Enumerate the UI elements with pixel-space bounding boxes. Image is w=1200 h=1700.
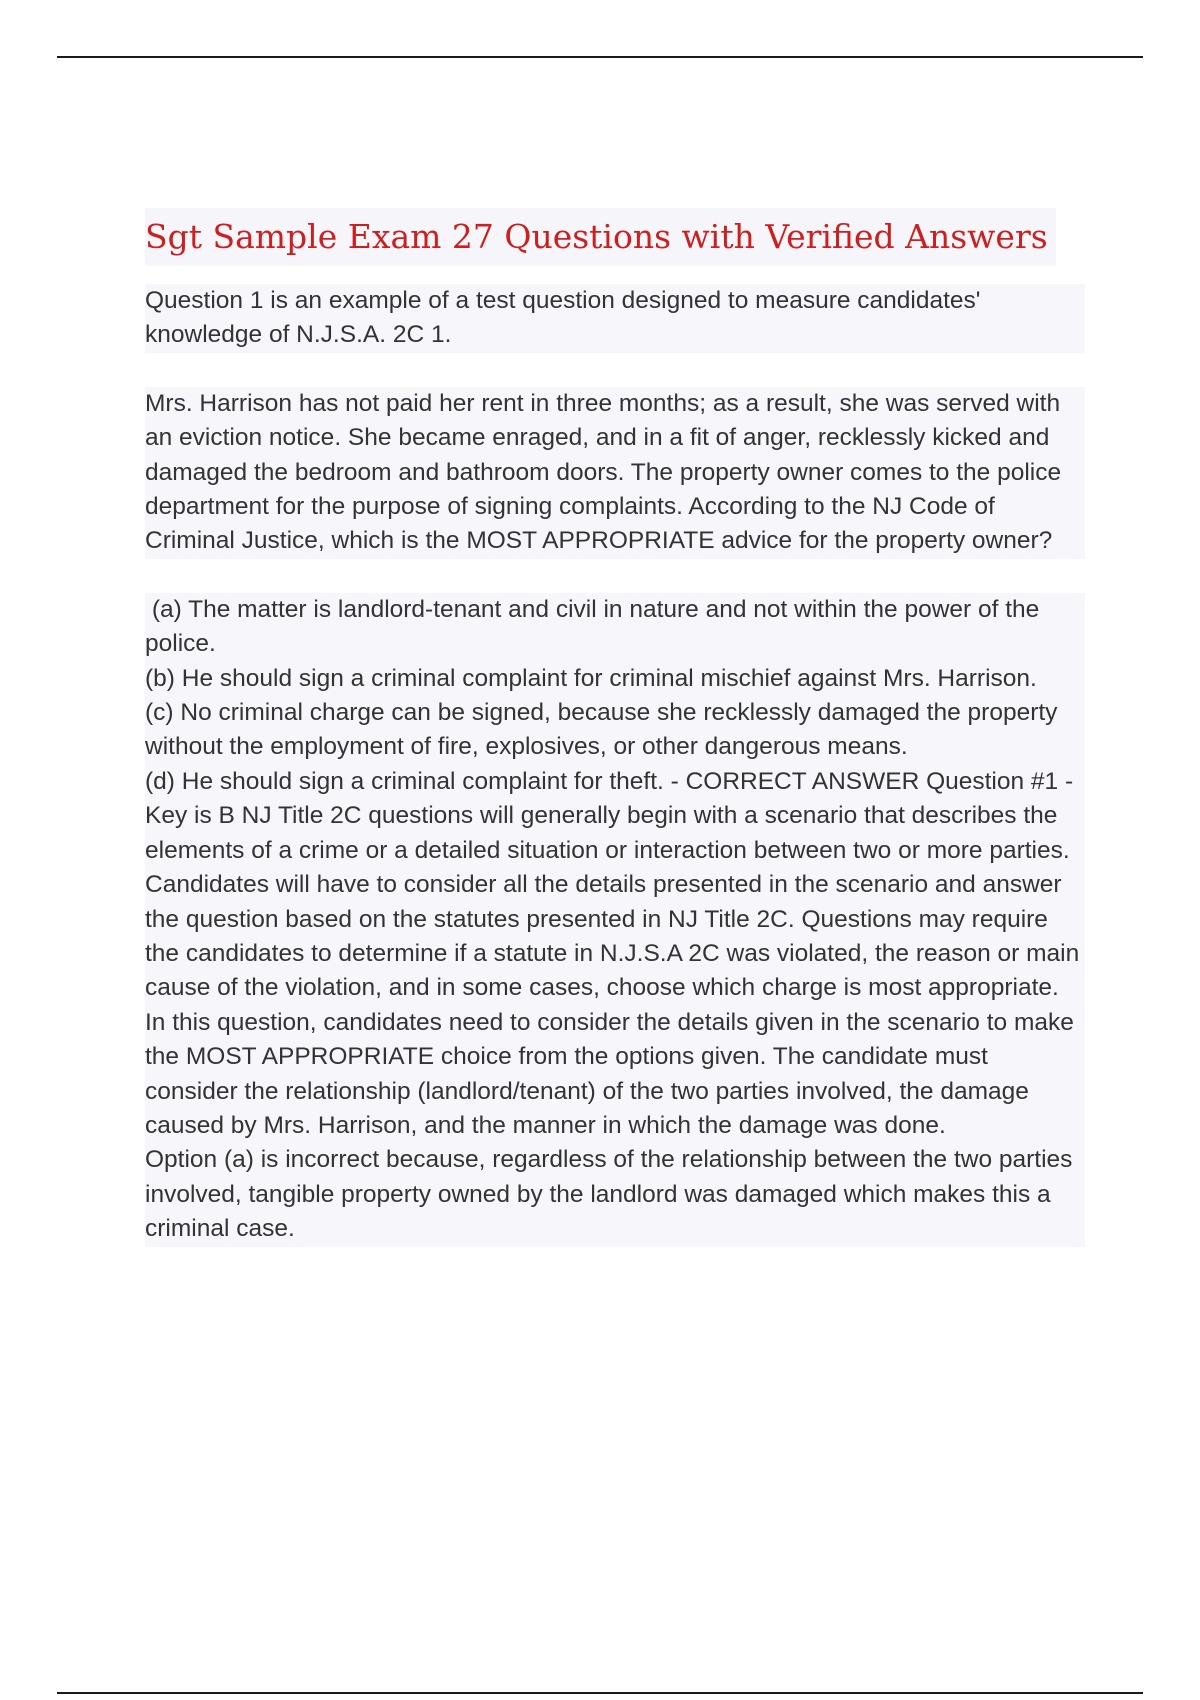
option-d-with-answer-key: (d) He should sign a criminal complaint for theft. - CORRECT ANSWER Question #1 - Key is B NJ Title 2C questions will generally begin with a scenario that describes the elements of a crime or a detailed situation or interaction between two or more parties. Candidates will have to consider all the details presented in the scenario and answer the question based on the statutes presented in NJ Title 2C. Questions may require the candidates to determine if a statute in N.J.S.A 2C was violated, the reason or main cause of the violation, and in some cases, choose which charge is most appropriate. In this question, candidates need to consider the details given in the scenario to make the MOST APPROPRIATE choice from the options given. The candidate must consider the relationship (landlord/tenant) of the two parties involved, the damage caused by Mrs. Harrison, and the manner in which the damage was done. [145, 765, 1085, 1143]
spacer [145, 353, 1085, 387]
document-body [145, 208, 1085, 1247]
top-divider [57, 56, 1143, 58]
option-a: (a) The matter is landlord-tenant and civil in nature and not within the power of the police. [145, 593, 1085, 662]
spacer [145, 559, 1085, 593]
intro-paragraph: Question 1 is an example of a test question designed to measure candidates' knowledge of N.J.S.A. 2C 1. [145, 284, 1085, 353]
bottom-divider [57, 1692, 1143, 1694]
answer-options [145, 593, 1085, 1144]
document-title: Sgt Sample Exam 27 Questions with Verified Answers [145, 208, 1056, 266]
option-c: (c) No criminal charge can be signed, because she recklessly damaged the property without the employment of fire, explosives, or other dangerous means. [145, 696, 1085, 765]
option-b: (b) He should sign a criminal complaint for criminal mischief against Mrs. Harrison. [145, 662, 1085, 696]
explanation-paragraph: Option (a) is incorrect because, regardless of the relationship between the two parties involved, tangible property owned by the landlord was damaged which makes this a criminal case. [145, 1143, 1085, 1246]
scenario-paragraph: Mrs. Harrison has not paid her rent in three months; as a result, she was served with an eviction notice. She became enraged, and in a fit of anger, recklessly kicked and damaged the bedroom and bathroom doors. The property owner comes to the police department for the purpose of signing complaints. According to the NJ Code of Criminal Justice, which is the MOST APPROPRIATE advice for the property owner? [145, 387, 1085, 559]
